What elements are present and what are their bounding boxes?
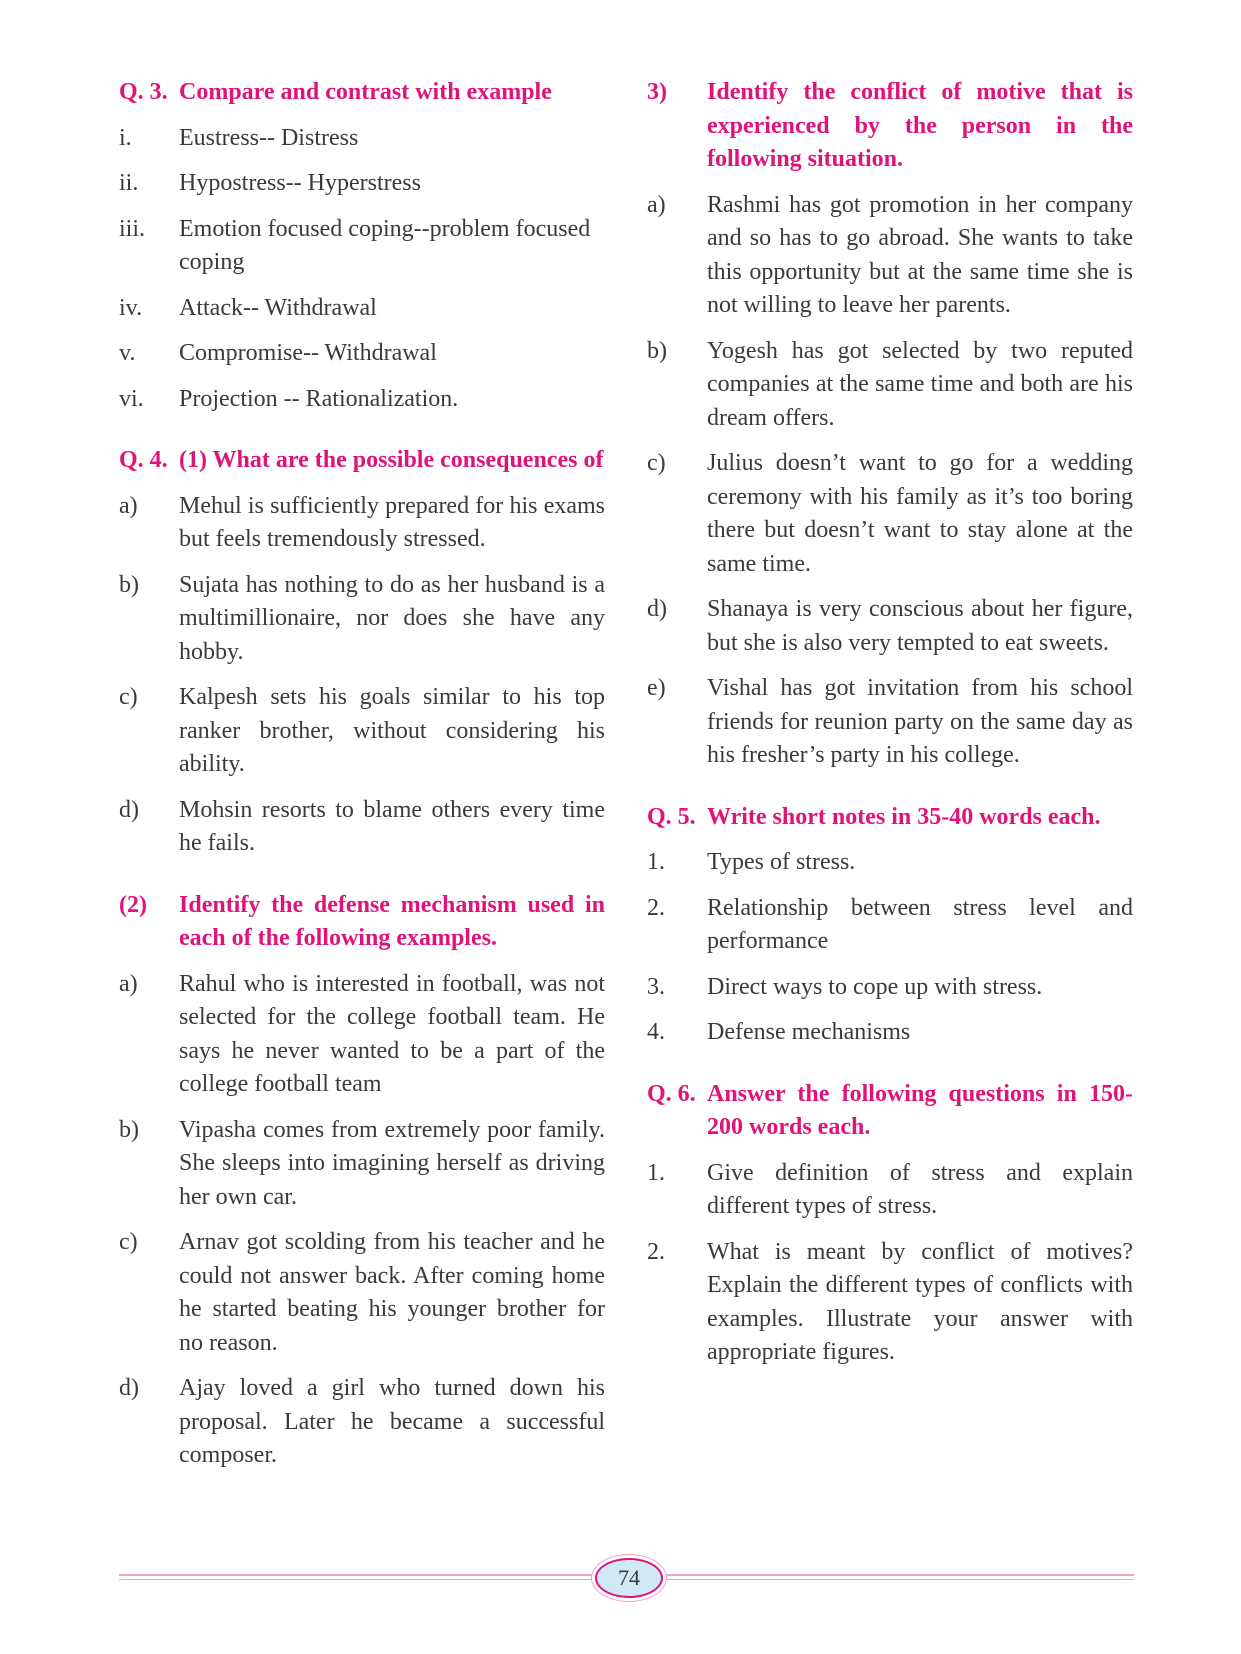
- item-label: b): [119, 571, 139, 598]
- question-title: (1) What are the possible consequences of: [179, 447, 604, 473]
- item-text: Shanaya is very conscious about her figure, but she is also very tempted to eat sweets.: [707, 596, 1133, 656]
- item-text: Ajay loved a girl who turned down his proposal. Later he became a successful composer.: [179, 1375, 605, 1468]
- item-label: c): [119, 684, 138, 710]
- list-item: [647, 1016, 1133, 1050]
- item-text: Yogesh has got selected by two reputed companies at the same time and both are his dream offers.: [707, 337, 1133, 431]
- list-item: [647, 447, 1133, 581]
- item-text: Julius doesn’t want to go for a wedding ceremony with his family as it’s too boring there but doesn’t want to stay alone at the same time.: [707, 450, 1133, 577]
- item-label: 3.: [647, 973, 665, 1000]
- item-label: b): [647, 337, 667, 364]
- item-text: What is meant by conflict of motives? Explain the different types of conflicts with examples. Illustrate your answer with appropriate figures.: [707, 1238, 1133, 1365]
- question-3-heading: [119, 76, 605, 110]
- item-text: Sujata has nothing to do as her husband is a multimillionaire, nor does she have any hobby.: [179, 571, 605, 665]
- list-item: [119, 1226, 605, 1360]
- question-title: Answer the following questions in 150-200 words each.: [707, 1080, 1133, 1140]
- question-6-heading: [647, 1078, 1133, 1145]
- item-label: 1.: [647, 849, 665, 875]
- list-item: [647, 335, 1133, 436]
- item-label: ii.: [119, 170, 139, 196]
- item-label: v.: [119, 340, 136, 366]
- item-label: d): [119, 796, 139, 823]
- list-item: [119, 968, 605, 1102]
- item-text: Rashmi has got promotion in her company and so has to go abroad. She wants to take this opportunity but at the same time she is not willing to leave her parents.: [707, 191, 1133, 318]
- list-item: [647, 672, 1133, 773]
- list-item: [119, 490, 605, 557]
- item-text: Give definition of stress and explain different types of stress.: [707, 1159, 1133, 1219]
- list-item: [119, 1114, 605, 1215]
- item-label: 4.: [647, 1019, 665, 1045]
- item-text: Vishal has got invitation from his school friends for reunion party on the same day as his fresher’s party in his college.: [707, 675, 1133, 768]
- item-label: d): [119, 1375, 139, 1401]
- list-item: [119, 337, 605, 371]
- item-label: a): [647, 191, 666, 218]
- right-column: [647, 76, 1133, 1370]
- item-label: vi.: [119, 385, 144, 412]
- left-column: [119, 76, 605, 1473]
- item-text: Direct ways to cope up with stress.: [707, 973, 1043, 1000]
- list-item: [647, 846, 1133, 880]
- item-text: Rahul who is interested in football, was not selected for the college football team. He says he never wanted to be a part of the college football team: [179, 970, 605, 1097]
- item-label: 2.: [647, 1238, 665, 1265]
- question-title: Identify the conflict of motive that is experienced by the person in the following situation.: [707, 79, 1133, 172]
- item-text: Mohsin resorts to blame others every time he fails.: [179, 796, 605, 856]
- item-label: iv.: [119, 294, 143, 321]
- list-item: [647, 1157, 1133, 1224]
- list-item: [119, 213, 605, 280]
- list-item: [119, 292, 605, 326]
- item-text: Relationship between stress level and performance: [707, 894, 1133, 954]
- question-number: Q. 6.: [647, 1080, 696, 1107]
- item-text: Projection -- Rationalization.: [179, 385, 459, 412]
- question-number: (2): [119, 891, 147, 918]
- list-item: [119, 1372, 605, 1473]
- item-label: b): [119, 1116, 139, 1143]
- list-item: [647, 189, 1133, 323]
- question-number: 3): [647, 79, 667, 105]
- list-item: [647, 593, 1133, 660]
- question-title: Compare and contrast with example: [179, 79, 552, 105]
- question-title: Write short notes in 35-40 words each.: [707, 803, 1101, 830]
- item-label: iii.: [119, 215, 146, 242]
- list-item: [119, 167, 605, 201]
- item-text: Vipasha comes from extremely poor family. She sleeps into imagining herself as driving her own car.: [179, 1116, 605, 1210]
- list-item: [119, 794, 605, 861]
- item-label: e): [647, 675, 666, 701]
- item-text: Types of stress.: [707, 849, 856, 875]
- item-text: Emotion focused coping--problem focused coping: [179, 215, 591, 275]
- list-item: [647, 892, 1133, 959]
- item-label: a): [119, 492, 138, 519]
- item-text: Eustress-- Distress: [179, 124, 359, 151]
- item-text: Kalpesh sets his goals similar to his top ranker brother, without considering his ability.: [179, 684, 605, 777]
- question-4-heading: [119, 444, 605, 478]
- question-title: Identify the defense mechanism used in each of the following examples.: [179, 891, 605, 951]
- question-5-heading: [647, 801, 1133, 835]
- question-number: Q. 5.: [647, 803, 696, 830]
- list-item: [119, 122, 605, 156]
- question-number: Q. 4.: [119, 447, 168, 473]
- item-label: a): [119, 970, 138, 997]
- page-number-badge: [595, 1558, 663, 1598]
- list-item: [647, 971, 1133, 1005]
- item-text: Mehul is sufficiently prepared for his exams but feels tremendously stressed.: [179, 492, 605, 552]
- item-label: d): [647, 596, 667, 622]
- list-item: [647, 1236, 1133, 1370]
- question-4-part-3-heading: [647, 76, 1133, 177]
- question-number: Q. 3.: [119, 79, 168, 105]
- item-label: 1.: [647, 1159, 665, 1186]
- item-label: c): [647, 450, 666, 476]
- page-number: 74: [618, 1565, 640, 1590]
- item-label: i.: [119, 124, 132, 151]
- item-label: c): [119, 1229, 138, 1255]
- list-item: [119, 681, 605, 782]
- item-label: 2.: [647, 894, 665, 921]
- question-4-part-2-heading: [119, 889, 605, 956]
- list-item: [119, 383, 605, 417]
- item-text: Compromise-- Withdrawal: [179, 340, 437, 366]
- item-text: Attack-- Withdrawal: [179, 294, 377, 321]
- item-text: Hypostress-- Hyperstress: [179, 170, 421, 196]
- item-text: Arnav got scolding from his teacher and he could not answer back. After coming home he started beating his younger brother for no reason.: [179, 1229, 605, 1356]
- item-text: Defense mechanisms: [707, 1019, 911, 1045]
- list-item: [119, 569, 605, 670]
- page-footer: [119, 1557, 1134, 1597]
